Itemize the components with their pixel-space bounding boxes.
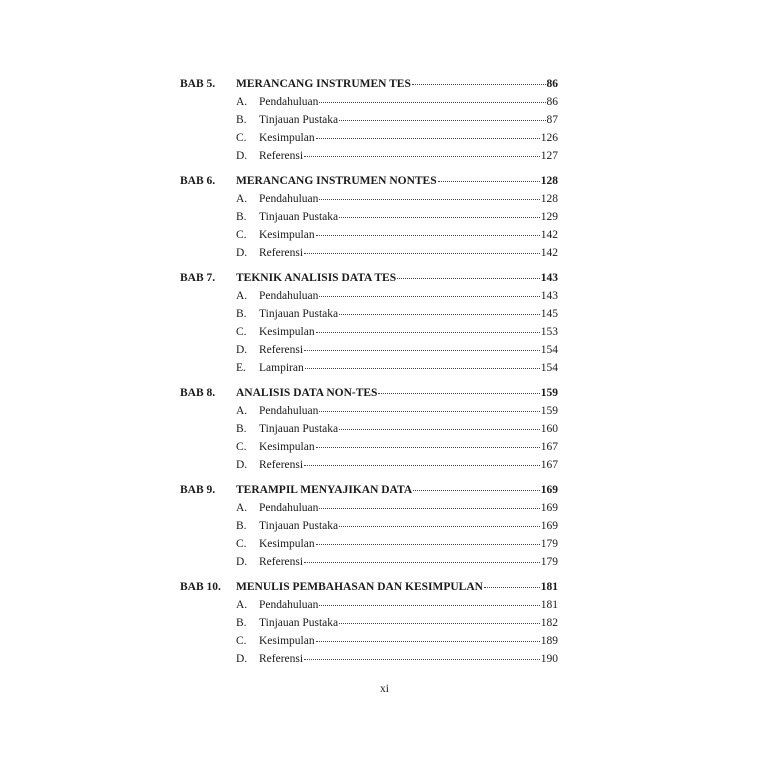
section-letter: B. [236, 617, 247, 629]
section-page-number: 181 [540, 599, 558, 611]
section-title-line [259, 229, 558, 241]
chapter-number: BAB 5. [180, 78, 216, 90]
section-letter: C. [236, 538, 247, 550]
section-letter: D. [236, 653, 248, 665]
toc-chapter [180, 272, 558, 380]
section-page-number: 190 [540, 653, 558, 665]
section-title: Referensi [259, 653, 304, 665]
section-title: Kesimpulan [259, 441, 315, 453]
section-page-number: 182 [540, 617, 558, 629]
section-title: Tinjauan Pustaka [259, 114, 339, 126]
chapter-title: MERANCANG INSTRUMEN TES [236, 78, 411, 90]
page-number-footer: xi [380, 683, 389, 695]
section-letter: B. [236, 520, 247, 532]
dot-leader [319, 102, 545, 103]
section-title: Referensi [259, 344, 304, 356]
section-letter: C. [236, 326, 247, 338]
toc-section-row [180, 114, 558, 132]
dot-leader [316, 447, 540, 448]
toc-section-row [180, 326, 558, 344]
dot-leader [339, 217, 540, 218]
toc-section-row [180, 459, 558, 477]
section-title: Referensi [259, 459, 304, 471]
dot-leader [316, 138, 540, 139]
section-title-line [259, 653, 558, 665]
chapter-title-line [236, 272, 558, 284]
chapter-number: BAB 8. [180, 387, 216, 399]
toc-section-row [180, 229, 558, 247]
section-title-line [259, 405, 558, 417]
chapter-title: MENULIS PEMBAHASAN DAN KESIMPULAN [236, 581, 483, 593]
toc-chapter [180, 175, 558, 265]
toc-section-row [180, 290, 558, 308]
toc-section-row [180, 193, 558, 211]
section-title: Tinjauan Pustaka [259, 308, 339, 320]
dot-leader [438, 181, 540, 182]
toc-section-row [180, 599, 558, 617]
section-letter: A. [236, 193, 248, 205]
section-title: Referensi [259, 247, 304, 259]
toc-chapter-heading [180, 175, 558, 193]
section-page-number: 160 [540, 423, 558, 435]
toc-section-row [180, 132, 558, 150]
section-page-number: 167 [540, 459, 558, 471]
section-title: Pendahuluan [259, 599, 319, 611]
chapter-number: BAB 9. [180, 484, 216, 496]
section-page-number: 167 [540, 441, 558, 453]
section-title-line [259, 538, 558, 550]
section-title-line [259, 96, 558, 108]
section-letter: C. [236, 635, 247, 647]
section-title: Tinjauan Pustaka [259, 423, 339, 435]
section-title-line [259, 362, 558, 374]
chapter-title: ANALISIS DATA NON-TES [236, 387, 378, 399]
section-title: Kesimpulan [259, 229, 315, 241]
chapter-page-number: 86 [546, 78, 558, 90]
dot-leader [319, 508, 539, 509]
chapter-page-number: 128 [540, 175, 558, 187]
section-title: Referensi [259, 150, 304, 162]
toc-chapter [180, 484, 558, 574]
toc-section-row [180, 441, 558, 459]
section-title-line [259, 290, 558, 302]
section-page-number: 126 [540, 132, 558, 144]
section-letter: A. [236, 502, 248, 514]
chapter-number: BAB 7. [180, 272, 216, 284]
dot-leader [484, 587, 540, 588]
dot-leader [319, 199, 539, 200]
dot-leader [319, 605, 539, 606]
dot-leader [339, 314, 540, 315]
dot-leader [304, 465, 540, 466]
dot-leader [339, 623, 540, 624]
dot-leader [319, 411, 539, 412]
section-page-number: 128 [540, 193, 558, 205]
toc-chapter-heading [180, 272, 558, 290]
dot-leader [304, 156, 540, 157]
section-title-line [259, 635, 558, 647]
toc-section-row [180, 344, 558, 362]
section-letter: C. [236, 229, 247, 241]
toc-section-row [180, 635, 558, 653]
toc-chapter [180, 387, 558, 477]
section-title-line [259, 556, 558, 568]
chapter-title-line [236, 484, 558, 496]
section-page-number: 189 [540, 635, 558, 647]
dot-leader [413, 490, 540, 491]
dot-leader [378, 393, 539, 394]
chapter-title-line [236, 387, 558, 399]
toc-section-row [180, 211, 558, 229]
section-page-number: 86 [546, 96, 558, 108]
toc-section-row [180, 150, 558, 168]
dot-leader [339, 429, 540, 430]
section-title-line [259, 502, 558, 514]
section-letter: A. [236, 405, 248, 417]
dot-leader [316, 235, 540, 236]
section-title: Kesimpulan [259, 132, 315, 144]
section-page-number: 179 [540, 556, 558, 568]
section-title: Pendahuluan [259, 193, 319, 205]
section-letter: C. [236, 132, 247, 144]
section-title: Tinjauan Pustaka [259, 520, 339, 532]
section-title-line [259, 617, 558, 629]
dot-leader [304, 562, 540, 563]
section-letter: E. [236, 362, 246, 374]
dot-leader [316, 332, 540, 333]
section-title: Pendahuluan [259, 96, 319, 108]
section-page-number: 142 [540, 229, 558, 241]
toc-section-row [180, 308, 558, 326]
toc-section-row [180, 538, 558, 556]
section-title-line [259, 520, 558, 532]
section-title-line [259, 344, 558, 356]
section-title: Lampiran [259, 362, 304, 374]
chapter-number: BAB 6. [180, 175, 216, 187]
toc-section-row [180, 617, 558, 635]
toc-chapter [180, 581, 558, 671]
section-letter: D. [236, 247, 248, 259]
section-title-line [259, 441, 558, 453]
section-letter: B. [236, 423, 247, 435]
section-letter: D. [236, 344, 248, 356]
chapter-page-number: 169 [540, 484, 558, 496]
section-title: Kesimpulan [259, 326, 315, 338]
section-page-number: 154 [540, 362, 558, 374]
section-letter: A. [236, 96, 248, 108]
section-title: Tinjauan Pustaka [259, 617, 339, 629]
toc-section-row [180, 247, 558, 265]
section-letter: A. [236, 290, 248, 302]
section-letter: B. [236, 211, 247, 223]
section-page-number: 179 [540, 538, 558, 550]
toc-section-row [180, 653, 558, 671]
section-title-line [259, 114, 558, 126]
section-title-line [259, 132, 558, 144]
toc-section-row [180, 502, 558, 520]
chapter-page-number: 159 [540, 387, 558, 399]
section-title-line [259, 247, 558, 259]
dot-leader [319, 296, 539, 297]
dot-leader [304, 350, 540, 351]
section-title: Pendahuluan [259, 502, 319, 514]
section-page-number: 87 [546, 114, 558, 126]
toc-section-row [180, 405, 558, 423]
chapter-title: TEKNIK ANALISIS DATA TES [236, 272, 397, 284]
section-page-number: 143 [540, 290, 558, 302]
chapter-number: BAB 10. [180, 581, 221, 593]
section-letter: D. [236, 556, 248, 568]
section-letter: A. [236, 599, 248, 611]
section-title-line [259, 326, 558, 338]
toc-section-row [180, 423, 558, 441]
toc-section-row [180, 556, 558, 574]
toc-chapter [180, 78, 558, 168]
dot-leader [304, 253, 540, 254]
section-page-number: 169 [540, 502, 558, 514]
section-title-line [259, 308, 558, 320]
section-page-number: 159 [540, 405, 558, 417]
toc-chapter-heading [180, 484, 558, 502]
dot-leader [304, 659, 540, 660]
section-title-line [259, 150, 558, 162]
toc-section-row [180, 362, 558, 380]
chapter-title-line [236, 78, 558, 90]
section-letter: B. [236, 308, 247, 320]
section-page-number: 154 [540, 344, 558, 356]
section-title: Pendahuluan [259, 405, 319, 417]
section-title: Referensi [259, 556, 304, 568]
section-page-number: 142 [540, 247, 558, 259]
section-title-line [259, 211, 558, 223]
chapter-title: TERAMPIL MENYAJIKAN DATA [236, 484, 413, 496]
section-letter: D. [236, 459, 248, 471]
section-page-number: 129 [540, 211, 558, 223]
dot-leader [412, 84, 546, 85]
section-title-line [259, 599, 558, 611]
section-title: Kesimpulan [259, 635, 315, 647]
chapter-title-line [236, 175, 558, 187]
section-page-number: 145 [540, 308, 558, 320]
section-title: Tinjauan Pustaka [259, 211, 339, 223]
chapter-title-line [236, 581, 558, 593]
section-letter: B. [236, 114, 247, 126]
section-title: Kesimpulan [259, 538, 315, 550]
dot-leader [316, 544, 540, 545]
toc-section-row [180, 96, 558, 114]
section-letter: C. [236, 441, 247, 453]
dot-leader [316, 641, 540, 642]
chapter-title: MERANCANG INSTRUMEN NONTES [236, 175, 437, 187]
dot-leader [305, 368, 540, 369]
dot-leader [339, 120, 545, 121]
chapter-page-number: 143 [540, 272, 558, 284]
table-of-contents [180, 78, 558, 678]
toc-chapter-heading [180, 78, 558, 96]
section-page-number: 169 [540, 520, 558, 532]
toc-chapter-heading [180, 387, 558, 405]
dot-leader [339, 526, 540, 527]
dot-leader [397, 278, 540, 279]
section-letter: D. [236, 150, 248, 162]
section-title-line [259, 459, 558, 471]
section-page-number: 153 [540, 326, 558, 338]
section-title-line [259, 423, 558, 435]
toc-section-row [180, 520, 558, 538]
section-title: Pendahuluan [259, 290, 319, 302]
chapter-page-number: 181 [540, 581, 558, 593]
section-title-line [259, 193, 558, 205]
toc-chapter-heading [180, 581, 558, 599]
section-page-number: 127 [540, 150, 558, 162]
